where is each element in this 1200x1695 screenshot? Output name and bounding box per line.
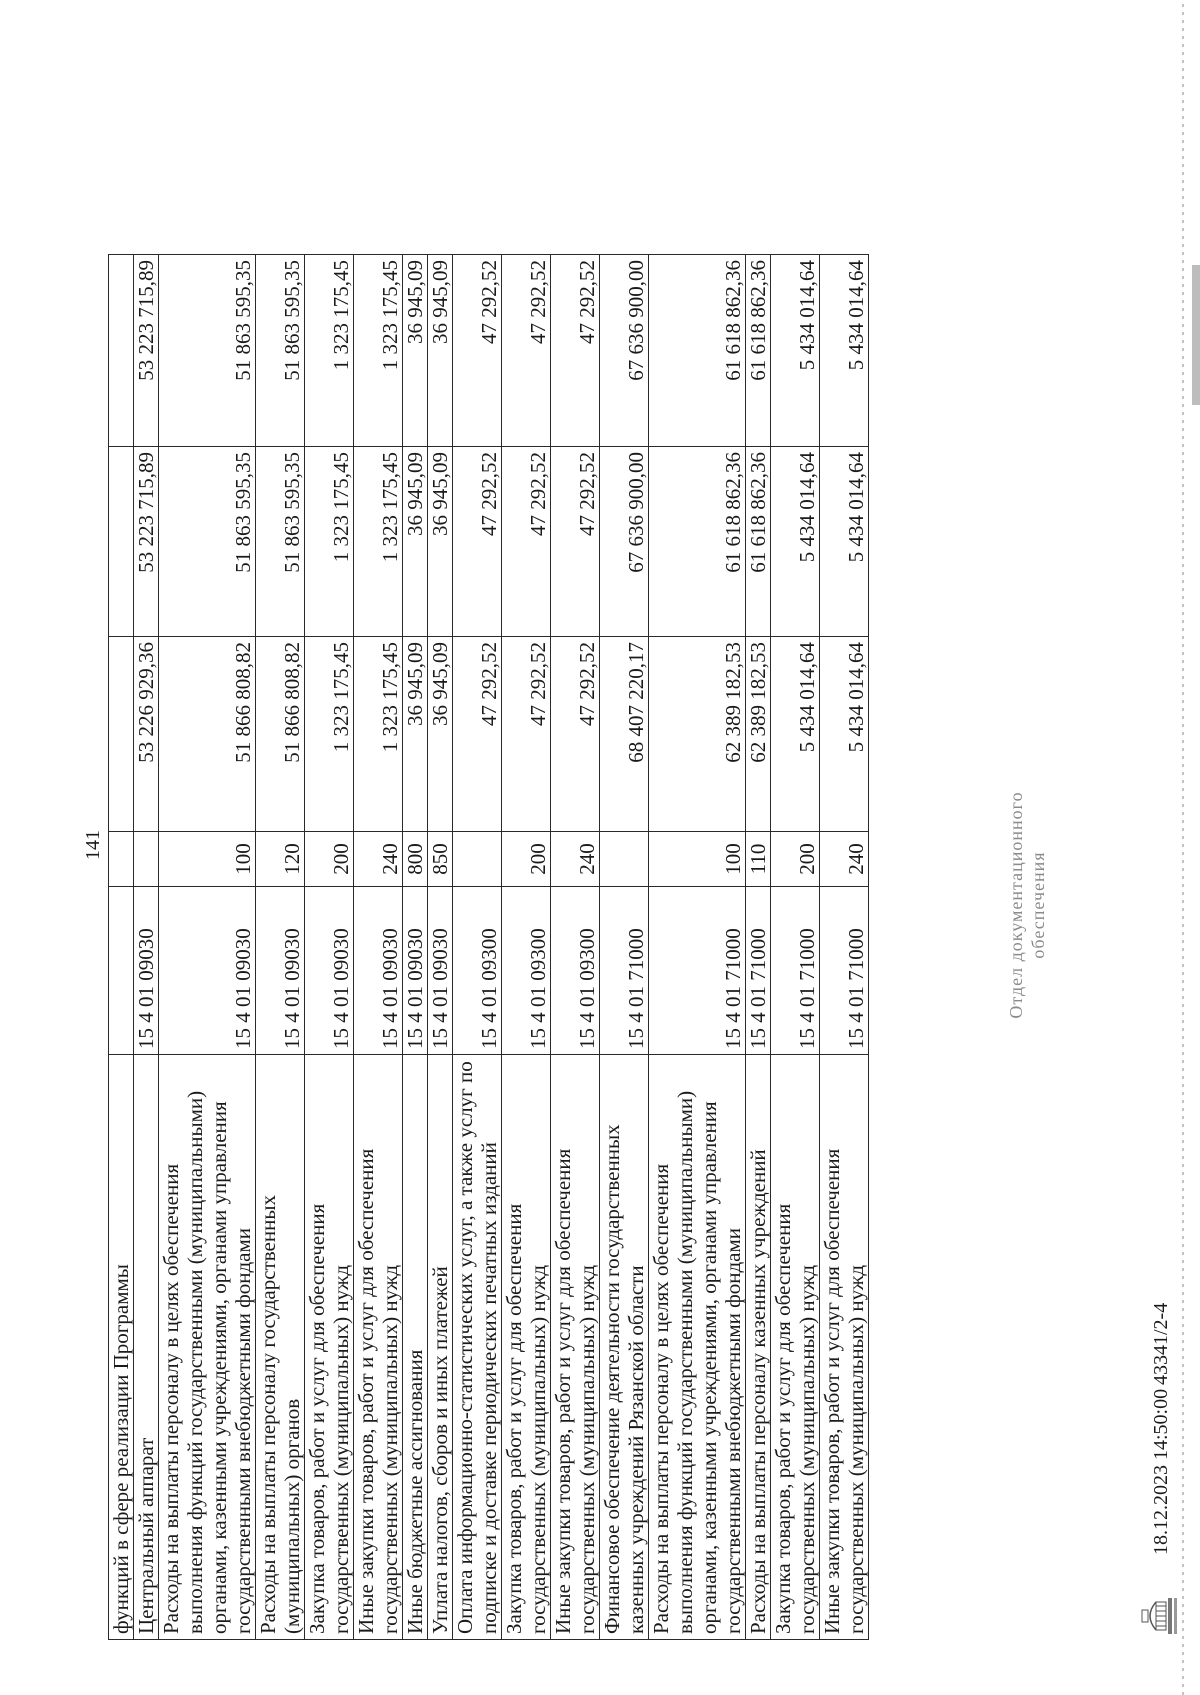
table-row bbox=[403, 255, 428, 1640]
cell-amount-1: 36 945,09 bbox=[403, 637, 428, 832]
cell-expense-type bbox=[134, 832, 159, 887]
cell-target-article: 15 4 01 09300 bbox=[502, 887, 551, 1055]
cell-amount-3: 5 434 014,64 bbox=[820, 255, 869, 447]
department-stamp bbox=[1005, 755, 1049, 1055]
cell-amount-1: 1 323 175,45 bbox=[305, 637, 354, 832]
cell-amount-3: 47 292,52 bbox=[453, 255, 502, 447]
cell-expense-type bbox=[109, 832, 134, 887]
table-body bbox=[109, 255, 869, 1640]
cell-target-article: 15 4 01 71000 bbox=[820, 887, 869, 1055]
cell-target-article: 15 4 01 71000 bbox=[649, 887, 746, 1055]
cell-target-article: 15 4 01 71000 bbox=[600, 887, 649, 1055]
cell-name: Уплата налогов, сборов и иных платежей bbox=[428, 1055, 453, 1640]
table-row bbox=[771, 255, 820, 1640]
cell-target-article: 15 4 01 71000 bbox=[771, 887, 820, 1055]
cell-amount-1: 51 866 808,82 bbox=[256, 637, 305, 832]
cell-target-article: 15 4 01 71000 bbox=[746, 887, 771, 1055]
stamp-line-2: обеспечения bbox=[1028, 851, 1048, 959]
duma-emblem-icon bbox=[1140, 1592, 1180, 1640]
cell-amount-2: 1 323 175,45 bbox=[354, 447, 403, 637]
stamp-line-1: Отдел документационного bbox=[1006, 791, 1026, 1019]
cell-expense-type: 240 bbox=[551, 832, 600, 887]
cell-amount-1: 47 292,52 bbox=[502, 637, 551, 832]
cell-expense-type bbox=[600, 832, 649, 887]
cell-expense-type: 200 bbox=[502, 832, 551, 887]
cell-amount-1: 1 323 175,45 bbox=[354, 637, 403, 832]
table-row bbox=[551, 255, 600, 1640]
cell-amount-3: 67 636 900,00 bbox=[600, 255, 649, 447]
cell-amount-2: 61 618 862,36 bbox=[746, 447, 771, 637]
cell-name: Центральный аппарат bbox=[134, 1055, 159, 1640]
cell-amount-1: 5 434 014,64 bbox=[820, 637, 869, 832]
footer-date: 18.12.2023 14:50:00 bbox=[1150, 1388, 1172, 1555]
cell-expense-type: 100 bbox=[649, 832, 746, 887]
cell-target-article: 15 4 01 09030 bbox=[159, 887, 256, 1055]
table-row bbox=[453, 255, 502, 1640]
cell-amount-2: 47 292,52 bbox=[453, 447, 502, 637]
cell-amount-2: 51 863 595,35 bbox=[256, 447, 305, 637]
cell-amount-3: 36 945,09 bbox=[403, 255, 428, 447]
page-number: 141 bbox=[82, 830, 104, 860]
cell-target-article: 15 4 01 09030 bbox=[428, 887, 453, 1055]
cell-expense-type: 120 bbox=[256, 832, 305, 887]
table-row bbox=[649, 255, 746, 1640]
cell-name: Расходы на выплаты персоналу государственных (муниципальных) органов bbox=[256, 1055, 305, 1640]
cell-amount-2: 1 323 175,45 bbox=[305, 447, 354, 637]
cell-name: Закупка товаров, работ и услуг для обеспечения государственных (муниципальных) нужд bbox=[771, 1055, 820, 1640]
cell-amount-3: 61 618 862,36 bbox=[649, 255, 746, 447]
cell-target-article bbox=[109, 887, 134, 1055]
cell-name: функций в сфере реализации Программы bbox=[109, 1055, 134, 1640]
cell-amount-1 bbox=[109, 637, 134, 832]
cell-expense-type: 110 bbox=[746, 832, 771, 887]
cell-amount-3: 1 323 175,45 bbox=[305, 255, 354, 447]
cell-target-article: 15 4 01 09030 bbox=[305, 887, 354, 1055]
scan-bar-artifact bbox=[1192, 265, 1200, 405]
cell-amount-1: 51 866 808,82 bbox=[159, 637, 256, 832]
cell-amount-1: 62 389 182,53 bbox=[746, 637, 771, 832]
cell-amount-2: 5 434 014,64 bbox=[771, 447, 820, 637]
cell-target-article: 15 4 01 09300 bbox=[453, 887, 502, 1055]
cell-target-article: 15 4 01 09030 bbox=[256, 887, 305, 1055]
cell-name: Иные бюджетные ассигнования bbox=[403, 1055, 428, 1640]
cell-amount-1: 36 945,09 bbox=[428, 637, 453, 832]
cell-amount-2: 53 223 715,89 bbox=[134, 447, 159, 637]
cell-amount-1: 47 292,52 bbox=[453, 637, 502, 832]
table-row bbox=[134, 255, 159, 1640]
scan-edge-artifact bbox=[1182, 0, 1184, 1695]
cell-expense-type: 200 bbox=[771, 832, 820, 887]
cell-name: Иные закупки товаров, работ и услуг для обеспечения государственных (муниципальных) нужд bbox=[354, 1055, 403, 1640]
cell-amount-2: 61 618 862,36 bbox=[649, 447, 746, 637]
cell-name: Закупка товаров, работ и услуг для обеспечения государственных (муниципальных) нужд bbox=[305, 1055, 354, 1640]
cell-name: Финансовое обеспечение деятельности государственных казенных учреждений Рязанской области bbox=[600, 1055, 649, 1640]
cell-amount-3 bbox=[109, 255, 134, 447]
cell-name: Оплата информационно-статистических услуг, а также услуг по подписке и доставке периодических печатных изданий bbox=[453, 1055, 502, 1640]
cell-amount-2: 67 636 900,00 bbox=[600, 447, 649, 637]
cell-name: Расходы на выплаты персоналу казенных учреждений bbox=[746, 1055, 771, 1640]
footer-document-code: 43341/2-4 bbox=[1150, 1302, 1172, 1385]
table-row bbox=[159, 255, 256, 1640]
cell-amount-3: 47 292,52 bbox=[502, 255, 551, 447]
cell-target-article: 15 4 01 09030 bbox=[403, 887, 428, 1055]
cell-amount-3: 5 434 014,64 bbox=[771, 255, 820, 447]
cell-name: Расходы на выплаты персоналу в целях обеспечения выполнения функций государственными (муниципальными) органами, казенными учреждениями, органами управления государственными внебюджетными фондами bbox=[159, 1055, 256, 1640]
table-row bbox=[746, 255, 771, 1640]
cell-amount-1: 68 407 220,17 bbox=[600, 637, 649, 832]
cell-amount-1: 62 389 182,53 bbox=[649, 637, 746, 832]
cell-target-article: 15 4 01 09030 bbox=[354, 887, 403, 1055]
cell-amount-3: 51 863 595,35 bbox=[256, 255, 305, 447]
table-row bbox=[502, 255, 551, 1640]
cell-amount-2: 36 945,09 bbox=[403, 447, 428, 637]
cell-name: Закупка товаров, работ и услуг для обеспечения государственных (муниципальных) нужд bbox=[502, 1055, 551, 1640]
cell-amount-2: 36 945,09 bbox=[428, 447, 453, 637]
cell-amount-2: 51 863 595,35 bbox=[159, 447, 256, 637]
cell-expense-type: 800 bbox=[403, 832, 428, 887]
table-row bbox=[305, 255, 354, 1640]
cell-amount-3: 1 323 175,45 bbox=[354, 255, 403, 447]
table-row bbox=[256, 255, 305, 1640]
cell-target-article: 15 4 01 09030 bbox=[134, 887, 159, 1055]
cell-expense-type: 240 bbox=[820, 832, 869, 887]
table-row bbox=[428, 255, 453, 1640]
cell-amount-1: 5 434 014,64 bbox=[771, 637, 820, 832]
cell-amount-1: 53 226 929,36 bbox=[134, 637, 159, 832]
cell-target-article: 15 4 01 09300 bbox=[551, 887, 600, 1055]
cell-amount-2 bbox=[109, 447, 134, 637]
table-row bbox=[820, 255, 869, 1640]
cell-expense-type bbox=[453, 832, 502, 887]
cell-name: Иные закупки товаров, работ и услуг для обеспечения государственных (муниципальных) нужд bbox=[820, 1055, 869, 1640]
table-row bbox=[600, 255, 649, 1640]
cell-amount-3: 61 618 862,36 bbox=[746, 255, 771, 447]
cell-amount-2: 47 292,52 bbox=[502, 447, 551, 637]
cell-expense-type: 240 bbox=[354, 832, 403, 887]
cell-amount-3: 53 223 715,89 bbox=[134, 255, 159, 447]
cell-expense-type: 200 bbox=[305, 832, 354, 887]
cell-expense-type: 850 bbox=[428, 832, 453, 887]
cell-expense-type: 100 bbox=[159, 832, 256, 887]
table-row bbox=[354, 255, 403, 1640]
table-row bbox=[109, 255, 134, 1640]
cell-name: Иные закупки товаров, работ и услуг для обеспечения государственных (муниципальных) нужд bbox=[551, 1055, 600, 1640]
cell-amount-3: 47 292,52 bbox=[551, 255, 600, 447]
cell-name: Расходы на выплаты персоналу в целях обеспечения выполнения функций государственными (муниципальными) органами, казенными учреждениями, органами управления государственными внебюджетными фондами bbox=[649, 1055, 746, 1640]
budget-table bbox=[108, 254, 869, 1640]
cell-amount-3: 36 945,09 bbox=[428, 255, 453, 447]
cell-amount-2: 47 292,52 bbox=[551, 447, 600, 637]
cell-amount-3: 51 863 595,35 bbox=[159, 255, 256, 447]
cell-amount-1: 47 292,52 bbox=[551, 637, 600, 832]
cell-amount-2: 5 434 014,64 bbox=[820, 447, 869, 637]
